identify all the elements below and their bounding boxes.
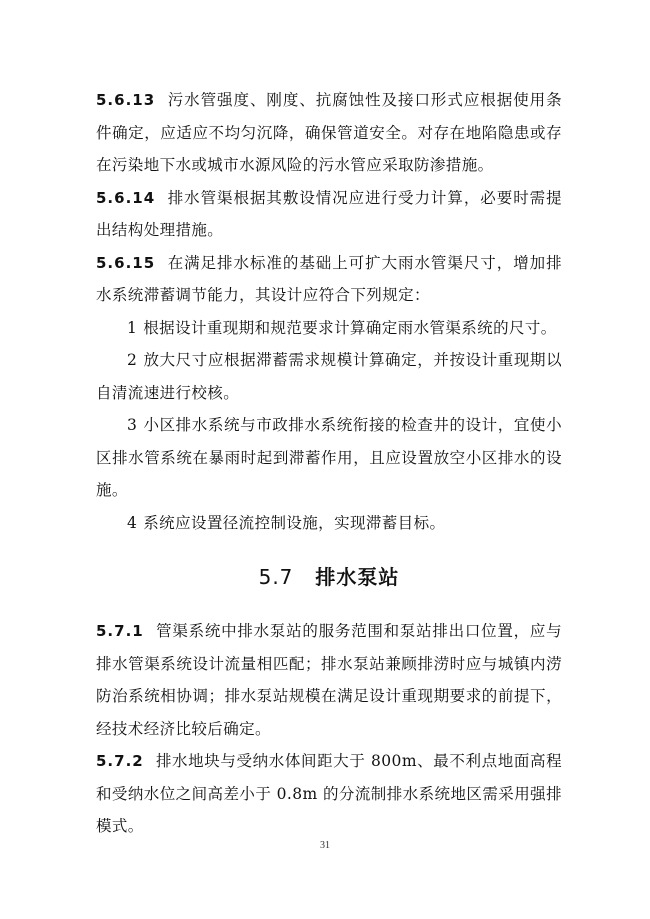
clause-5-7-1 [96,615,562,745]
clause-number: 5.6.14 [96,188,156,207]
clause-number: 5.6.13 [96,91,156,109]
clause-number: 5.6.15 [96,253,156,272]
clause-5-6-14 [96,182,562,247]
item-number: 4 [127,513,138,532]
clause-text: 污水管强度、刚度、抗腐蚀性及接口形式应根据使用条件确定，应适应不均匀沉降，确保管道安全。对存在地陷隐患或存在污染地下水或城市水源风险的污水管应采取防渗措施。 [96,91,562,174]
clause-5-7-2 [96,745,562,843]
list-item-1 [96,312,562,345]
clause-text: 管渠系统中排水泵站的服务范围和泵站排出口位置，应与排水管渠系统设计流量相匹配；排水泵站兼顾排涝时应与城镇内涝防治系统相协调；排水泵站规模在满足设计重现期要求的前提下，经技术经济比较后确定。 [96,622,562,738]
item-text: 放大尺寸应根据滞蓄需求规模计算确定，并按设计重现期以自清流速进行校核。 [96,351,562,402]
section-heading [96,557,562,597]
page-number: 31 [320,840,330,851]
section-title: 排水泵站 [315,565,400,589]
item-text: 根据设计重现期和规范要求计算确定雨水管渠系统的尺寸。 [143,318,557,337]
item-number: 2 [127,351,138,369]
clause-text: 在满足排水标准的基础上可扩大雨水管渠尺寸，增加排水系统滞蓄调节能力，其设计应符合下列规定： [96,253,562,304]
list-item-4 [96,507,562,540]
clause-5-6-15 [96,247,562,312]
section-number: 5.7 [258,565,294,589]
clause-text: 排水管渠根据其敷设情况应进行受力计算，必要时需提出结构处理措施。 [96,188,562,239]
item-number: 1 [127,318,138,337]
item-number: 3 [127,416,138,434]
clause-text: 排水地块与受纳水体间距大于 800m、最不利点地面高程和受纳水位之间高差小于 0.8m 的分流制排水系统地区需采用强排模式。 [96,752,562,835]
clause-5-6-13 [96,84,562,182]
clause-number: 5.7.2 [96,752,144,770]
clause-number: 5.7.1 [96,622,144,640]
list-item-2 [96,344,562,409]
item-text: 小区排水系统与市政排水系统衔接的检查井的设计，宜使小区排水管系统在暴雨时起到滞蓄作用，且应设置放空小区排水的设施。 [96,416,562,499]
document-body [96,84,562,843]
item-text: 系统应设置径流控制设施，实现滞蓄目标。 [143,513,446,532]
list-item-3 [96,409,562,507]
